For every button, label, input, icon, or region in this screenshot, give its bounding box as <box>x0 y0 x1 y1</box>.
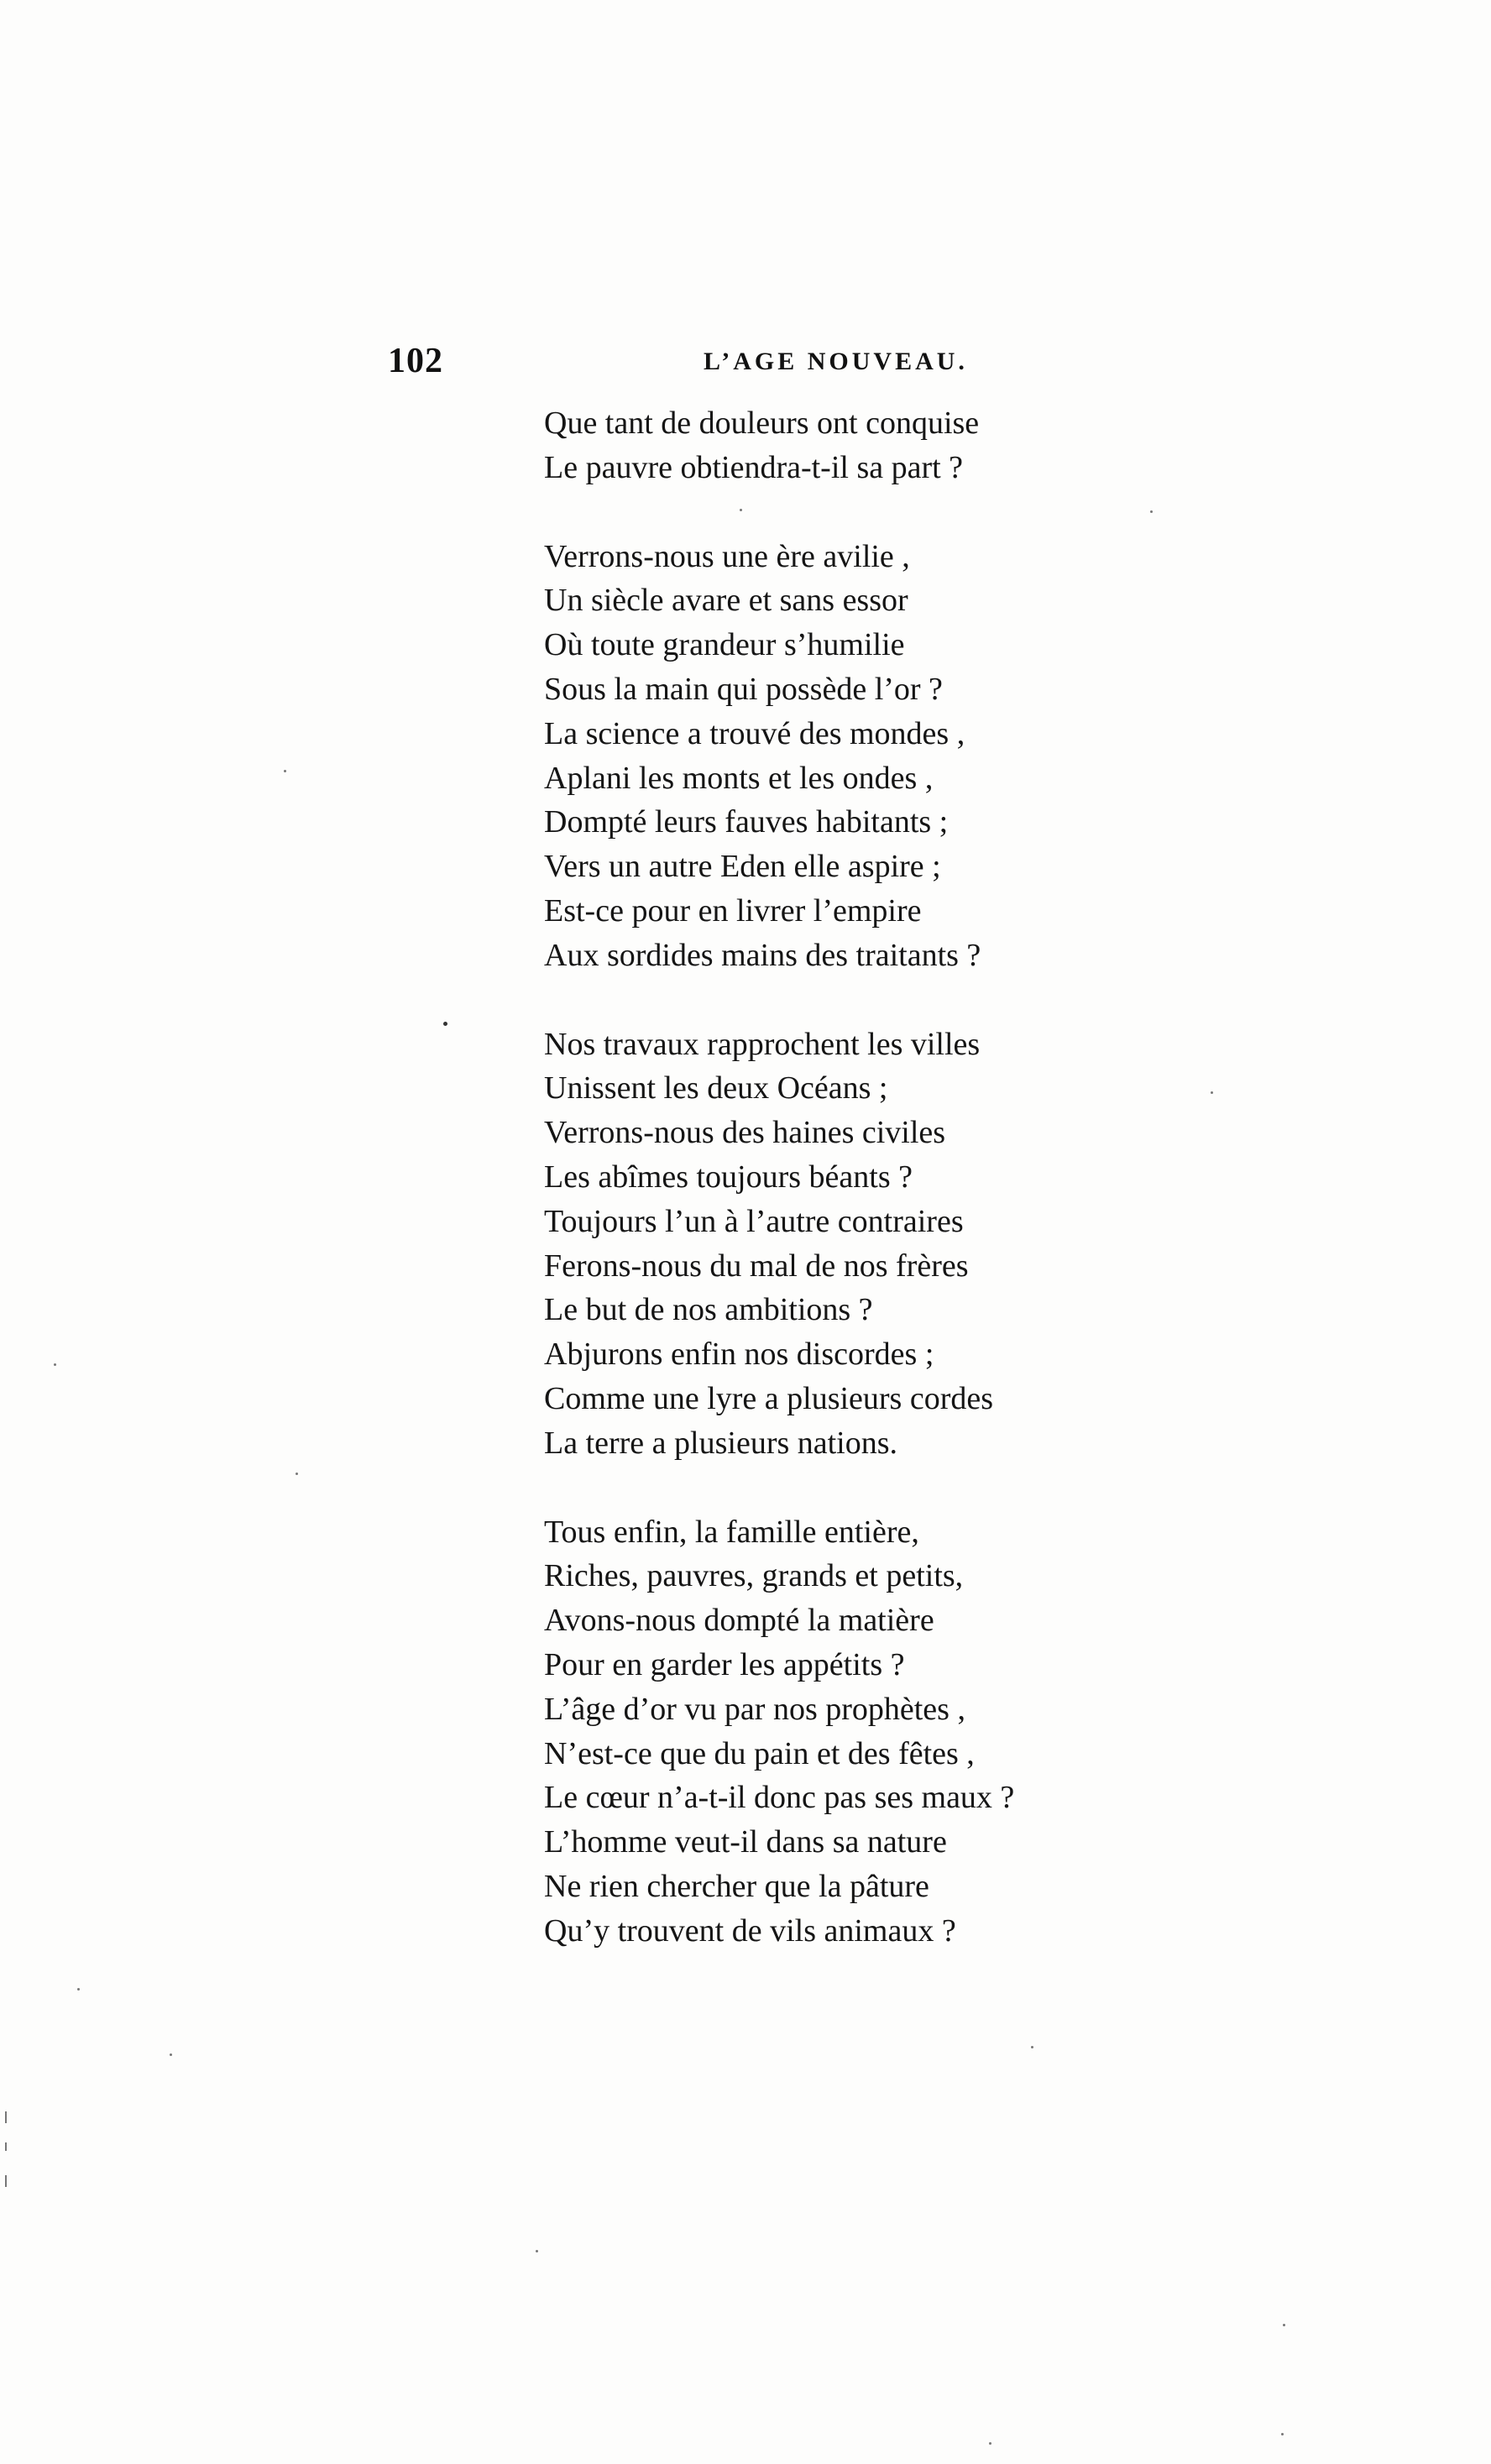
scan-speck <box>77 1988 80 1991</box>
stanza-1 <box>544 401 1384 490</box>
verse-line: Aux sordides mains des traitants ? <box>544 937 981 973</box>
verse-line: Aplani les monts et les ondes , <box>544 760 934 796</box>
verse-line: La terre a plusieurs nations. <box>544 1425 898 1461</box>
scan-speck <box>1150 510 1153 513</box>
verse-line: L’âge d’or vu par nos prophètes , <box>544 1691 965 1727</box>
stanza-3 <box>544 1023 1384 1466</box>
verse-line: N’est-ce que du pain et des fêtes , <box>544 1735 975 1771</box>
stanza-4 <box>544 1510 1384 1954</box>
verse-line: Le but de nos ambitions ? <box>544 1292 873 1328</box>
verse-line: Qu’y trouvent de vils animaux ? <box>544 1912 956 1949</box>
running-title: L’AGE NOUVEAU. <box>704 348 968 375</box>
verse-line: Le pauvre obtiendra-t-il sa part ? <box>544 449 964 485</box>
scan-speck <box>5 2142 7 2151</box>
scan-speck <box>536 2250 538 2252</box>
scan-speck <box>1281 2433 1284 2435</box>
scan-speck <box>54 1363 56 1366</box>
verse-line: Pour en garder les appétits ? <box>544 1646 905 1682</box>
verse-line: La science a trouvé des mondes , <box>544 715 965 751</box>
scan-speck <box>1211 1091 1213 1094</box>
verse-line: Nos travaux rapprochent les villes <box>544 1026 981 1062</box>
verse-line: Dompté leurs fauves habitants ; <box>544 804 949 840</box>
scan-speck <box>443 1022 447 1026</box>
scan-speck <box>5 2175 7 2187</box>
scan-speck <box>5 2111 7 2123</box>
verse-line: Unissent les deux Océans ; <box>544 1070 888 1106</box>
scan-speck <box>284 770 286 772</box>
page-number: 102 <box>388 342 443 380</box>
verse-line: Ferons-nous du mal de nos frères <box>544 1248 969 1284</box>
verse-line: Sous la main qui possède l’or ? <box>544 671 943 707</box>
scan-speck <box>296 1473 298 1475</box>
scan-speck <box>170 2053 172 2056</box>
verse-line: Que tant de douleurs ont conquise <box>544 405 980 441</box>
verse-line: Verrons-nous une ère avilie , <box>544 538 910 574</box>
verse-line: Un siècle avare et sans essor <box>544 583 908 619</box>
verse-line: Verrons-nous des haines civiles <box>544 1115 946 1151</box>
poem-body <box>544 401 1384 1998</box>
verse-line: Le cœur n’a-t-il donc pas ses maux ? <box>544 1780 1015 1816</box>
scan-speck <box>989 2442 991 2445</box>
stanza-2 <box>544 535 1384 978</box>
verse-line: Abjurons enfin nos discordes ; <box>544 1337 934 1373</box>
scan-speck <box>1031 2046 1033 2048</box>
verse-line: Est-ce pour en livrer l’empire <box>544 892 922 929</box>
verse-line: Toujours l’un à l’autre contraires <box>544 1203 964 1239</box>
verse-line: Comme une lyre a plusieurs cordes <box>544 1380 994 1416</box>
verse-line: L’homme veut-il dans sa nature <box>544 1824 947 1860</box>
verse-line: Avons-nous dompté la matière <box>544 1603 934 1639</box>
scan-speck <box>1283 2324 1285 2326</box>
verse-line: Tous enfin, la famille entière, <box>544 1514 919 1550</box>
verse-line: Où toute grandeur s’humilie <box>544 627 905 663</box>
verse-line: Les abîmes toujours béants ? <box>544 1159 913 1195</box>
verse-line: Riches, pauvres, grands et petits, <box>544 1558 964 1594</box>
scan-speck <box>740 509 742 511</box>
verse-line: Vers un autre Eden elle aspire ; <box>544 849 941 885</box>
verse-line: Ne rien chercher que la pâture <box>544 1868 929 1904</box>
